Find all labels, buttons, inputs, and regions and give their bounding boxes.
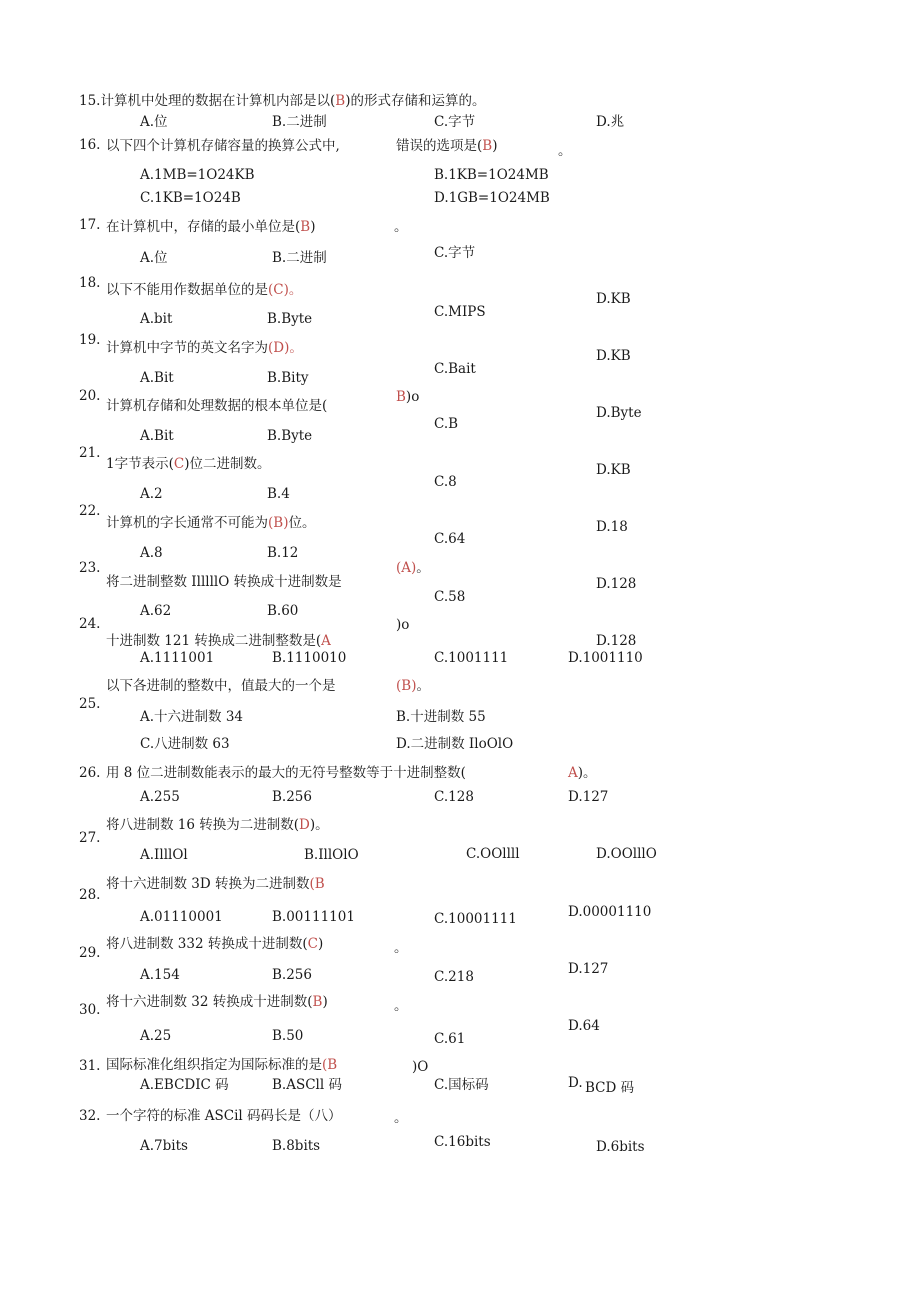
- option-d: D.1001110: [568, 650, 643, 666]
- option-a: A.1111001: [140, 650, 215, 666]
- option-d: D.127: [568, 789, 609, 805]
- option-a: A.2: [140, 486, 163, 502]
- option-a: A.1MB=1O24KB: [140, 167, 255, 183]
- option-a: A.EBCDIC 码: [140, 1077, 229, 1093]
- option-c: C.16bits: [434, 1134, 491, 1150]
- option-a: A.Bit: [140, 370, 174, 386]
- answer: (C)。: [268, 282, 303, 298]
- option-a: A.62: [140, 603, 172, 619]
- option-b: B.00111101: [272, 909, 355, 925]
- option-d: D.OOlllO: [596, 846, 657, 862]
- question-21-stem: 1字节表示(C)位二进制数。: [106, 456, 271, 472]
- answer: A: [568, 765, 578, 781]
- question-25-answer: (B)。: [396, 678, 430, 694]
- option-d: D.KB: [596, 462, 631, 478]
- option-b: B.256: [272, 789, 312, 805]
- option-c: C.218: [434, 969, 474, 985]
- option-a: A.位: [140, 250, 168, 266]
- option-d: D.兆: [596, 114, 625, 130]
- option-b: B.二进制: [272, 250, 327, 266]
- option-c: C.八进制数 63: [140, 736, 230, 752]
- option-c: C.64: [434, 531, 466, 547]
- question-number: 32.: [79, 1108, 101, 1124]
- question-23-answer: (A)。: [396, 560, 430, 576]
- option-d: D.127: [568, 961, 609, 977]
- option-d: D.64: [568, 1018, 600, 1034]
- question-28-stem: 将十六进制数 3D 转换为二进制数(B: [106, 876, 325, 892]
- question-number: 31.: [79, 1058, 101, 1074]
- question-24-tail: )o: [396, 617, 410, 633]
- question-25-stem: 以下各进制的整数中，值最大的一个是: [106, 678, 336, 694]
- answer: C: [307, 936, 318, 952]
- option-b: B.12: [267, 545, 299, 561]
- option-a: A.IlllOl: [140, 847, 188, 863]
- option-c: C.国标码: [434, 1077, 489, 1093]
- question-number: 30.: [79, 1002, 101, 1018]
- option-a: A.255: [140, 789, 180, 805]
- question-26-stem: 用 8 位二进制数能表示的最大的无符号整数等于十进制整数(: [106, 765, 466, 781]
- answer: (A): [396, 560, 417, 576]
- question-31-stem: 国际标准化组织指定为国际标准的是(B: [106, 1057, 338, 1073]
- option-c: C.10001111: [434, 911, 517, 927]
- question-31-tail: )O: [412, 1059, 429, 1075]
- option-c: C.B: [434, 416, 459, 432]
- question-15: 15.计算机中处理的数据在计算机内部是以(B)的形式存储和运算的。: [79, 93, 486, 109]
- question-16-tail: 错误的选项是(B): [396, 138, 498, 154]
- option-c: C.61: [434, 1031, 466, 1047]
- answer: B: [482, 138, 493, 154]
- question-number: 20.: [79, 388, 101, 404]
- answer: (B: [322, 1057, 338, 1073]
- option-d: D.6bits: [596, 1139, 645, 1155]
- option-b: B.60: [267, 603, 299, 619]
- option-d: D.Byte: [596, 405, 642, 421]
- option-a: A.154: [140, 967, 180, 983]
- option-c: C.OOllll: [466, 846, 520, 862]
- question-22-stem: 计算机的字长通常不可能为(B)位。: [106, 515, 316, 531]
- answer: (B: [309, 876, 325, 892]
- answer: (B): [396, 678, 417, 694]
- option-d: D.1GB=1O24MB: [434, 190, 550, 206]
- option-a: A.25: [140, 1028, 172, 1044]
- question-number: 19.: [79, 332, 101, 348]
- period: 。: [394, 998, 408, 1014]
- question-number: 21.: [79, 445, 101, 461]
- option-b: B.1110010: [272, 650, 347, 666]
- option-d: BCD 码: [585, 1080, 635, 1096]
- option-c: C.字节: [434, 245, 476, 261]
- question-23-stem: 将二进制整数 IlllllO 转换成十进制数是: [106, 574, 342, 590]
- question-17-stem: 在计算机中，存储的最小单位是(B): [106, 219, 316, 235]
- question-number: 26.: [79, 765, 101, 781]
- question-24-stem: 十进制数 121 转换成二进制整数是(A: [106, 633, 331, 649]
- option-b: B.50: [272, 1028, 304, 1044]
- period: 。: [394, 940, 408, 956]
- question-number: 18.: [79, 275, 101, 291]
- option-b: B.十进制数 55: [396, 709, 486, 725]
- question-32-stem: 一个字符的标准 ASCil 码码长是（八）: [106, 1108, 342, 1124]
- question-27-stem: 将八进制数 16 转换为二进制数(D)。: [106, 817, 329, 833]
- option-d: D.00001110: [568, 904, 652, 920]
- option-b: B.1KB=1O24MB: [434, 167, 549, 183]
- question-number: 27.: [79, 830, 101, 846]
- answer: C: [173, 456, 185, 472]
- question-26-answer: A)。: [568, 765, 597, 781]
- question-19-stem: 计算机中字节的英文名字为(D)。: [106, 340, 303, 356]
- period: 。: [394, 1110, 408, 1126]
- option-b: B.Bity: [267, 370, 309, 386]
- option-d: D.二进制数 IloOlO: [396, 736, 514, 752]
- question-30-stem: 将十六进制数 32 转换成十进制数(B): [106, 994, 328, 1010]
- option-b: B.IllOlO: [304, 847, 359, 863]
- option-b: B.Byte: [267, 428, 313, 444]
- option-a: A.Bit: [140, 428, 174, 444]
- option-d: D.18: [596, 519, 628, 535]
- answer: B: [312, 994, 323, 1010]
- answer: B: [396, 389, 406, 405]
- question-number: 29.: [79, 945, 101, 961]
- question-number: 16.: [79, 137, 101, 153]
- answer: B: [300, 219, 311, 235]
- option-b: B.二进制: [272, 114, 327, 130]
- answer: A: [321, 633, 331, 649]
- option-b: B.8bits: [272, 1138, 321, 1154]
- option-d: D.KB: [596, 291, 631, 307]
- option-a: A.十六进制数 34: [140, 709, 244, 725]
- period: 。: [558, 143, 572, 159]
- question-16-stem: 以下四个计算机存储容量的换算公式中,: [106, 138, 340, 154]
- option-a: A.位: [140, 114, 168, 130]
- option-c: C.字节: [434, 114, 476, 130]
- question-29-stem: 将八进制数 332 转换成十进制数(C): [106, 936, 324, 952]
- option-c: C.58: [434, 589, 466, 605]
- option-b: B.4: [267, 486, 290, 502]
- option-d-extra: D.128: [596, 633, 637, 649]
- answer: B: [335, 93, 346, 109]
- answer: (D)。: [268, 340, 303, 356]
- option-b: B.ASCll 码: [272, 1077, 342, 1093]
- question-20-stem: 计算机存储和处理数据的根本单位是(: [106, 398, 328, 414]
- option-d: D.KB: [596, 348, 631, 364]
- question-number: 23.: [79, 560, 101, 576]
- option-a: A.8: [140, 545, 163, 561]
- option-a: A.7bits: [140, 1138, 188, 1154]
- option-d-letter: D.: [568, 1075, 583, 1091]
- period: 。: [394, 219, 408, 235]
- option-b: B.Byte: [267, 311, 313, 327]
- answer: (B): [268, 515, 289, 531]
- question-number: 24.: [79, 616, 101, 632]
- question-number: 22.: [79, 503, 101, 519]
- option-a: A.bit: [140, 311, 173, 327]
- option-c: C.8: [434, 474, 457, 490]
- option-c: C.1KB=1O24B: [140, 190, 241, 206]
- question-number: 28.: [79, 887, 101, 903]
- option-d: D.128: [596, 576, 637, 592]
- option-c: C.1001111: [434, 650, 509, 666]
- option-a: A.01110001: [140, 909, 223, 925]
- question-number: 25.: [79, 696, 101, 712]
- question-number: 17.: [79, 217, 101, 233]
- answer: D: [299, 817, 310, 833]
- question-20-tail: B)o: [396, 389, 420, 405]
- option-b: B.256: [272, 967, 312, 983]
- option-c: C.128: [434, 789, 474, 805]
- question-18-stem: 以下不能用作数据单位的是(C)。: [106, 282, 303, 298]
- option-c: C.Bait: [434, 361, 476, 377]
- option-c: C.MIPS: [434, 304, 486, 320]
